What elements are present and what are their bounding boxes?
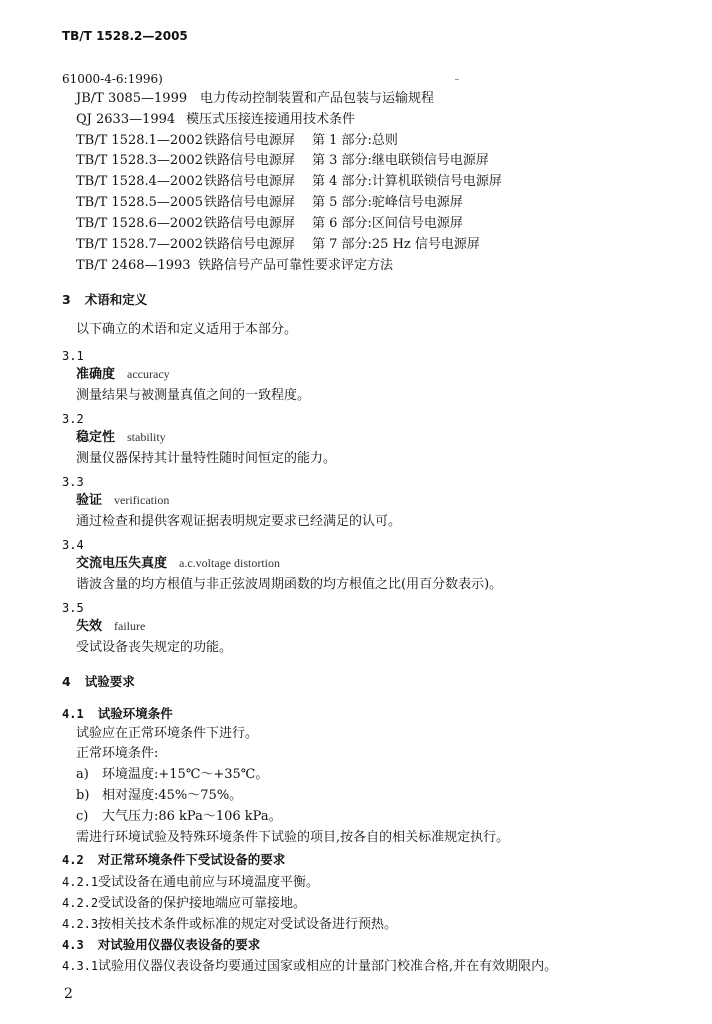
reference-item: TB/T 1528.7—2002铁路信号电源屏 第 7 部分:25 Hz 信号电源屏	[76, 237, 480, 252]
reference-item: TB/T 1528.3—2002铁路信号电源屏 第 3 部分:继电联锁信号电源屏	[76, 153, 489, 168]
list-item: a) 环境温度:+15℃～+35℃。	[76, 767, 269, 782]
term-number: 3.5	[62, 601, 84, 615]
clause-item: 4.2.2受试设备的保护接地端应可靠接地。	[62, 896, 307, 911]
clause-item: 4.2.1受试设备在通电前应与环境温度平衡。	[62, 875, 320, 890]
subsection-heading: 4.3 对试验用仪器仪表设备的要求	[62, 937, 261, 952]
scan-speck	[455, 79, 459, 80]
term-line: 交流电压失真度 a.c.voltage distortion	[76, 556, 280, 571]
section-intro: 以下确立的术语和定义适用于本部分。	[76, 322, 298, 337]
reference-item: QJ 2633—1994 模压式压接连接通用技术条件	[76, 112, 356, 127]
reference-item: TB/T 1528.1—2002铁路信号电源屏 第 1 部分:总则	[76, 133, 398, 148]
term-line: 准确度 accuracy	[76, 367, 170, 382]
subsection-heading: 4.2 对正常环境条件下受试设备的要求	[62, 852, 286, 867]
reference-item: JB/T 3085—1999 电力传动控制装置和产品包装与运输规程	[76, 91, 435, 106]
page-number: 2	[64, 986, 73, 1002]
term-definition: 通过检查和提供客观证据表明规定要求已经满足的认可。	[76, 514, 402, 529]
paragraph: 正常环境条件:	[76, 746, 159, 761]
reference-item: TB/T 2468—1993 铁路信号产品可靠性要求评定方法	[76, 258, 394, 273]
section-heading: 4 试验要求	[62, 674, 135, 689]
doc-header-id: TB/T 1528.2—2005	[62, 29, 188, 43]
term-line: 验证 verification	[76, 493, 170, 508]
reference-item: TB/T 1528.6—2002铁路信号电源屏 第 6 部分:区间信号电源屏	[76, 216, 463, 231]
list-item: b) 相对湿度:45%～75%。	[76, 788, 243, 803]
term-number: 3.3	[62, 475, 84, 489]
term-line: 失效 failure	[76, 619, 146, 634]
term-definition: 受试设备丧失规定的功能。	[76, 640, 233, 655]
reference-item: TB/T 1528.4—2002铁路信号电源屏 第 4 部分:计算机联锁信号电源屏	[76, 174, 502, 189]
section-heading: 3 术语和定义	[62, 292, 148, 307]
clause-item: 4.3.1试验用仪器仪表设备均要通过国家或相应的计量部门校准合格,并在有效期限内。	[62, 959, 558, 974]
list-item: c) 大气压力:86 kPa～106 kPa。	[76, 809, 282, 824]
subsection-heading: 4.1 试验环境条件	[62, 706, 173, 721]
term-definition: 谐波含量的均方根值与非正弦波周期函数的均方根值之比(用百分数表示)。	[76, 577, 503, 592]
term-number: 3.1	[62, 349, 84, 363]
term-number: 3.4	[62, 538, 84, 552]
paragraph: 试验应在正常环境条件下进行。	[76, 726, 259, 741]
term-definition: 测量结果与被测量真值之间的一致程度。	[76, 388, 311, 403]
paragraph: 需进行环境试验及特殊环境条件下试验的项目,按各自的相关标准规定执行。	[76, 830, 510, 845]
term-line: 稳定性 stability	[76, 430, 166, 445]
refs-continued: 61000-4-6:1996)	[62, 72, 163, 86]
clause-item: 4.2.3按相关技术条件或标准的规定对受试设备进行预热。	[62, 917, 398, 932]
reference-item: TB/T 1528.5—2005铁路信号电源屏 第 5 部分:驼峰信号电源屏	[76, 195, 463, 210]
term-definition: 测量仪器保持其计量特性随时间恒定的能力。	[76, 451, 337, 466]
term-number: 3.2	[62, 412, 84, 426]
